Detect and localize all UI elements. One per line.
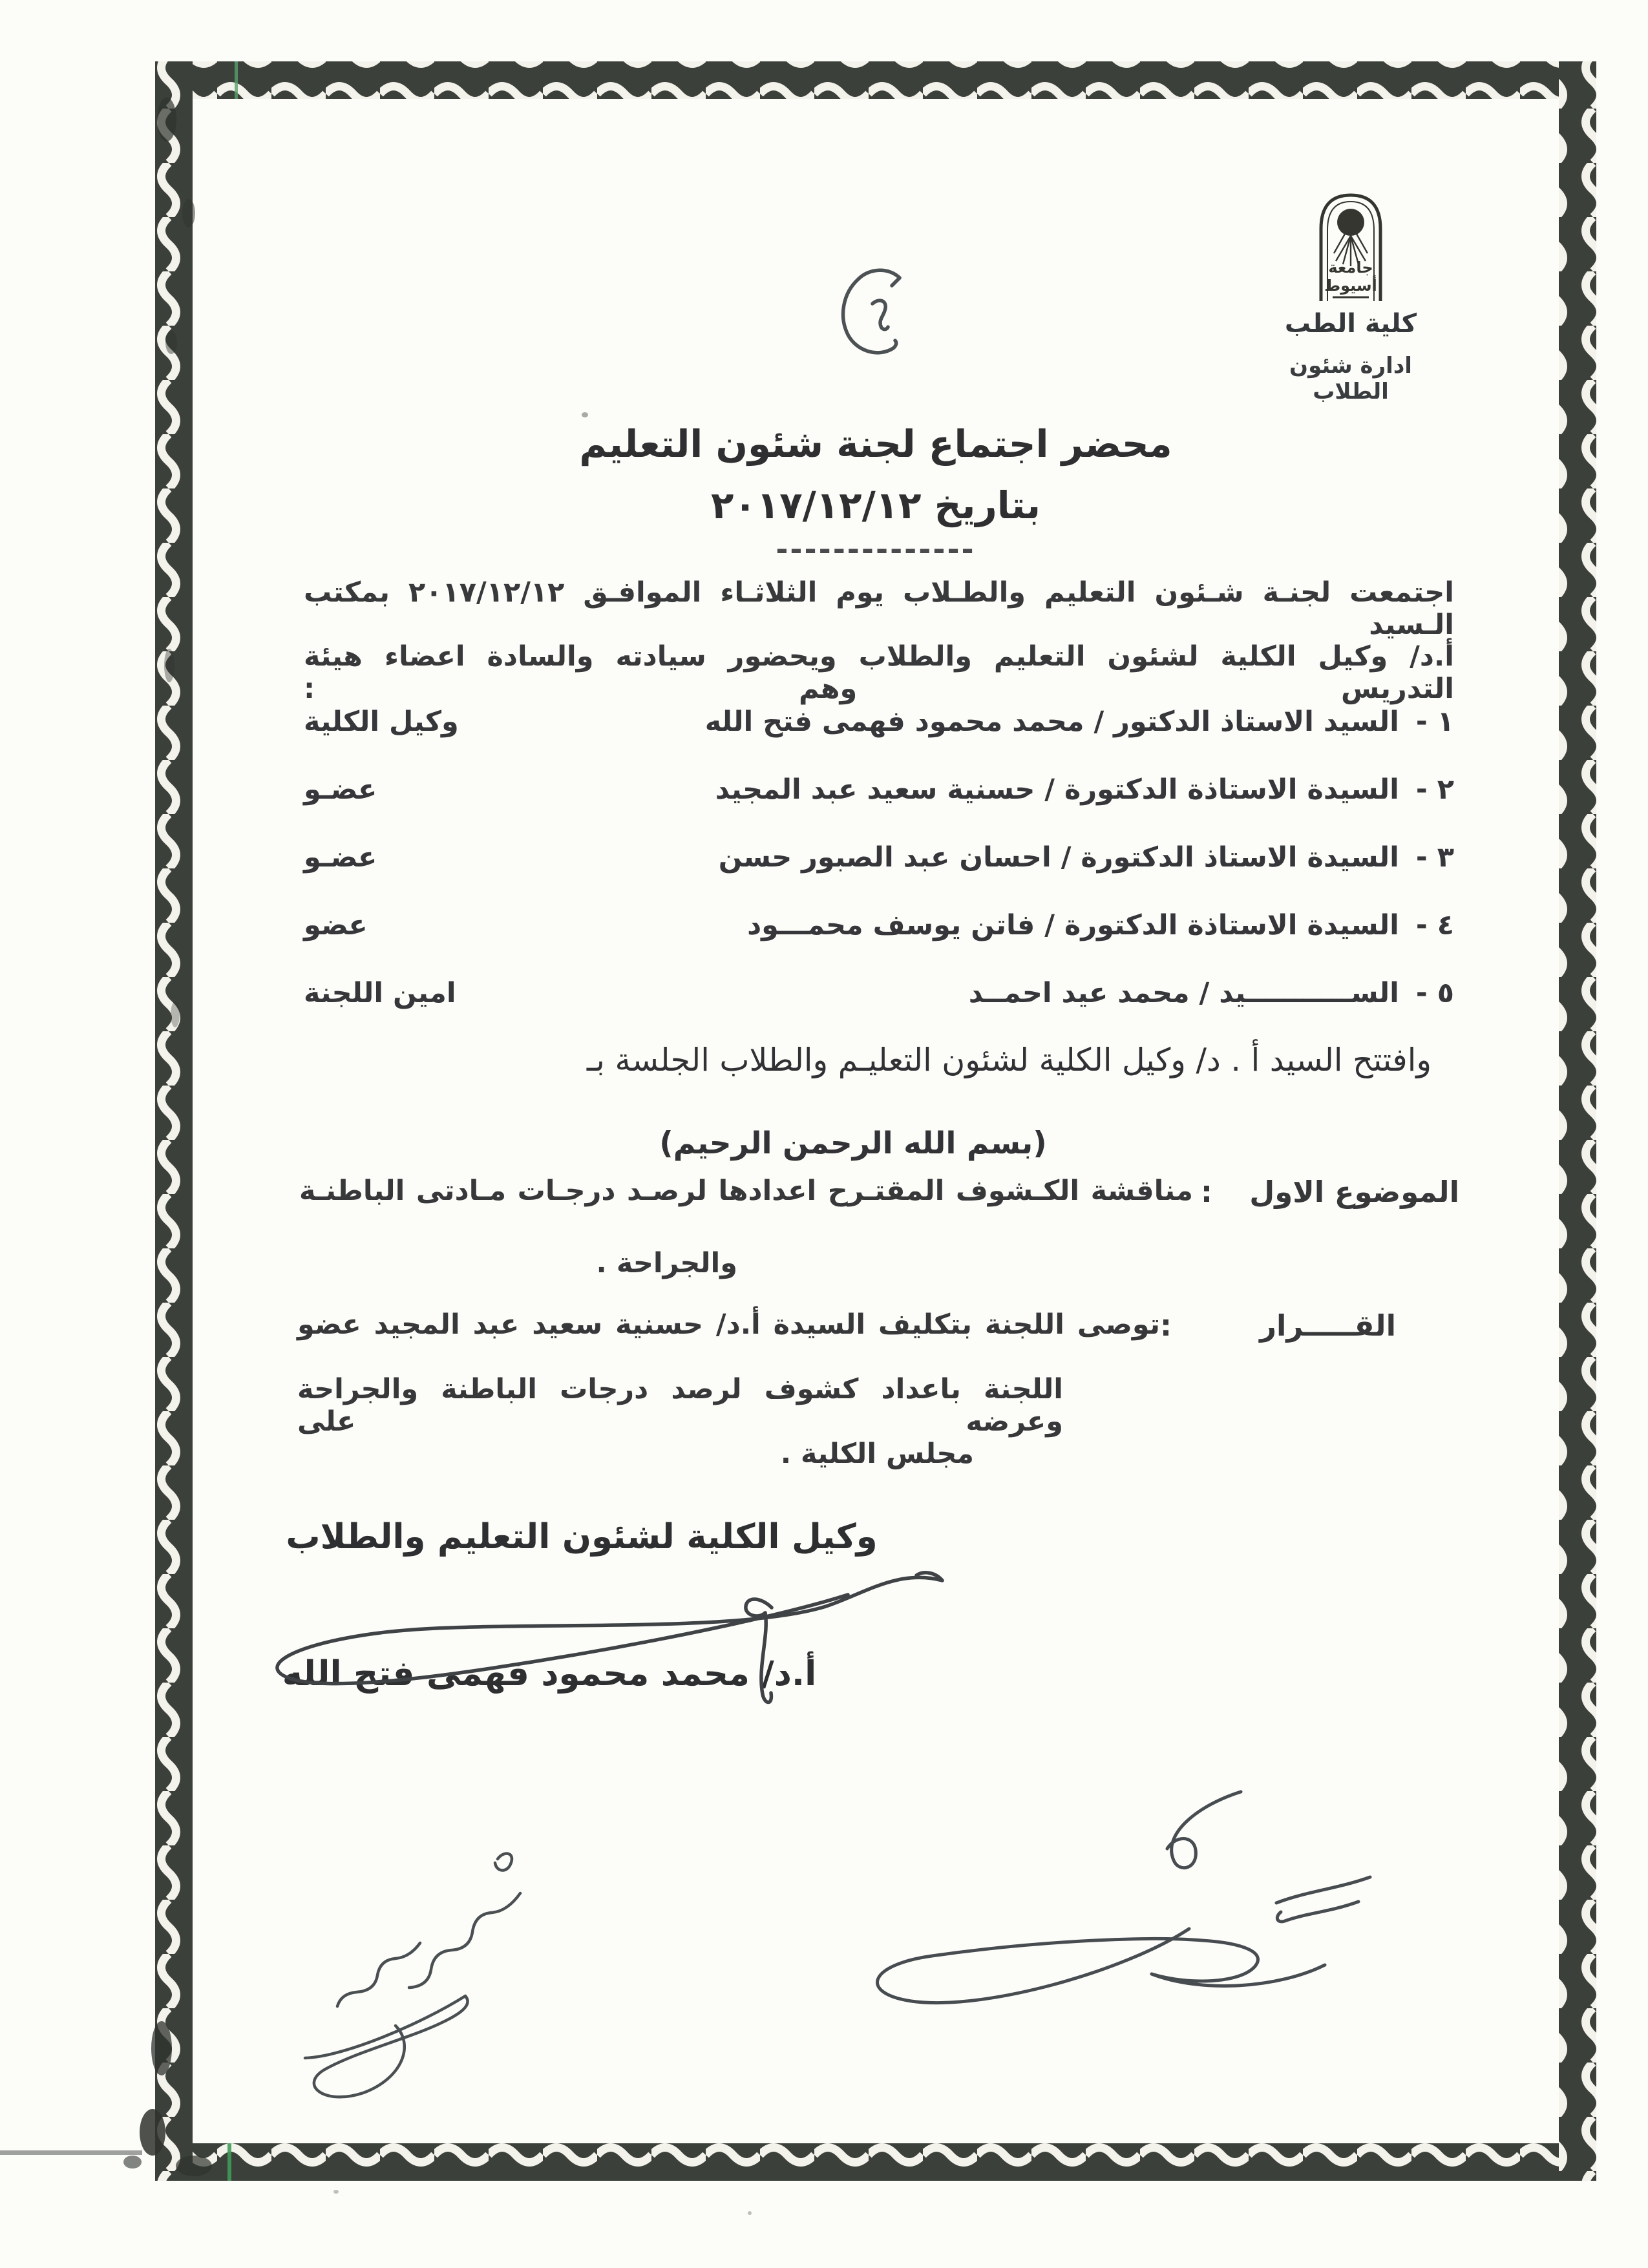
signatory-name: أ.د/ محمد محمود فهمى فتح الله (282, 1654, 817, 1694)
decision-colon: : (1160, 1308, 1172, 1343)
topic-label: الموضوع الاول (1249, 1175, 1459, 1209)
border-right (1559, 61, 1596, 2181)
topic-line-2: والجراحة . (596, 1247, 737, 1279)
attendee-name: السيدة الاستاذة الدكتورة / فاتن يوسف محمـــود (747, 909, 1399, 941)
intro-line-1: اجتمعت لجنـة شـئون التعليم والطـلاب يوم الثلاثـاء الموافـق ٢٠١٧/١٢/١٢ بمكتب الـسيد (304, 576, 1454, 641)
decision-section (297, 1308, 1396, 1470)
department-name: ادارة شئون الطلاب (1289, 353, 1412, 404)
topic-content (299, 1175, 1201, 1279)
title-line: محضر اجتماع لجنة شئون التعليم (579, 422, 1172, 466)
scan-artifact-green-bottom (227, 2143, 231, 2181)
attendee-entry (747, 909, 1454, 941)
intro-line-2: أ.د/ وكيل الكلية لشئون التعليم والطلاب ويحضور سيادته والسادة اعضاء هيئة التدريس وهم : (304, 640, 1454, 705)
decision-label-column (1160, 1308, 1396, 1470)
scan-artifact-green-top (235, 61, 238, 99)
letterhead (1251, 189, 1451, 404)
emblem-university-word1: جامعة (1328, 258, 1373, 277)
border-left (155, 61, 193, 2181)
attendee-number: ٤ - (1415, 909, 1454, 941)
attendee-number: ٣ - (1415, 841, 1454, 874)
basmala-line: (بسم الله الرحمن الرحيم) (659, 1126, 1047, 1161)
emblem-university-word2: أسيوط (1324, 277, 1377, 295)
attendee-row (304, 909, 1454, 977)
attendee-row (304, 706, 1454, 773)
border-top (155, 61, 1596, 99)
topic-colon: : (1201, 1175, 1212, 1209)
attendee-name: السيد الاستاذ الدكتور / محمد محمود فهمى فتح الله (704, 706, 1399, 738)
vice-dean-signature (213, 1556, 963, 1711)
handwritten-signature-right (788, 1780, 1383, 2032)
intro-paragraph (304, 576, 1454, 704)
handwritten-signature-left (226, 1832, 601, 2110)
topic-line-1: مناقشة الكـشوف المقتـرح اعدادها لرصـد درجـات مـادتى الباطنـة (299, 1175, 1193, 1207)
attendee-entry (719, 841, 1454, 874)
decision-line-1: توصى اللجنة بتكليف السيدة أ.د/ حسنية سعيد عبد المجيد عضو (297, 1308, 1160, 1341)
attendee-entry (705, 706, 1454, 738)
attendee-number: ٢ - (1415, 773, 1454, 806)
topic-label-column (1201, 1175, 1459, 1279)
attendee-role: عضـو (304, 773, 377, 806)
document-title (307, 414, 1444, 567)
border-bottom (155, 2143, 1596, 2181)
attendee-role: عضو (304, 909, 368, 941)
attendee-number: ٥ - (1415, 977, 1454, 1009)
attendee-number: ١ - (1415, 706, 1454, 738)
attendee-row (304, 841, 1454, 909)
decision-line-3: مجلس الكلية . (780, 1438, 974, 1470)
attendee-row (304, 773, 1454, 841)
handwritten-mark (832, 264, 916, 361)
attendee-row (304, 977, 1454, 1045)
attendee-name: السيدة الاستاذ الدكتورة / احسان عبد الصبور حسن (718, 841, 1399, 874)
attendee-role: امين اللجنة (304, 977, 456, 1009)
emblem-sun (1337, 209, 1364, 236)
session-opening-line: وافتتح السيد أ . د/ وكيل الكلية لشئون التعليـم والطلاب الجلسة بـ (586, 1042, 1431, 1078)
assiut-university-logo (1315, 189, 1387, 305)
topic-section (299, 1175, 1459, 1279)
decision-content (297, 1308, 1160, 1470)
attendee-entry (715, 773, 1454, 806)
attendee-role: وكيل الكلية (304, 706, 459, 738)
decision-line-2: اللجنة باعداد كشوف لرصد درجات الباطنة والجراحة وعرضه على (297, 1373, 1063, 1438)
attendees-list (304, 706, 1454, 1045)
attendee-role: عضـو (304, 841, 377, 874)
title-date-line: بتاريخ ٢٠١٧/١٢/١٢ (711, 483, 1041, 527)
title-divider: -------------- (776, 532, 976, 567)
signatory-title: وكيل الكلية لشئون التعليم والطلاب (286, 1517, 878, 1557)
attendee-name: السيدة الاستاذة الدكتورة / حسنية سعيد عبد المجيد (715, 773, 1399, 806)
decision-label: القـــــرار (1260, 1308, 1396, 1343)
faculty-name: كلية الطب (1284, 309, 1417, 339)
attendee-name: الســـــــــــيد / محمد عيد احمــد (968, 977, 1399, 1009)
attendee-entry (969, 977, 1454, 1009)
